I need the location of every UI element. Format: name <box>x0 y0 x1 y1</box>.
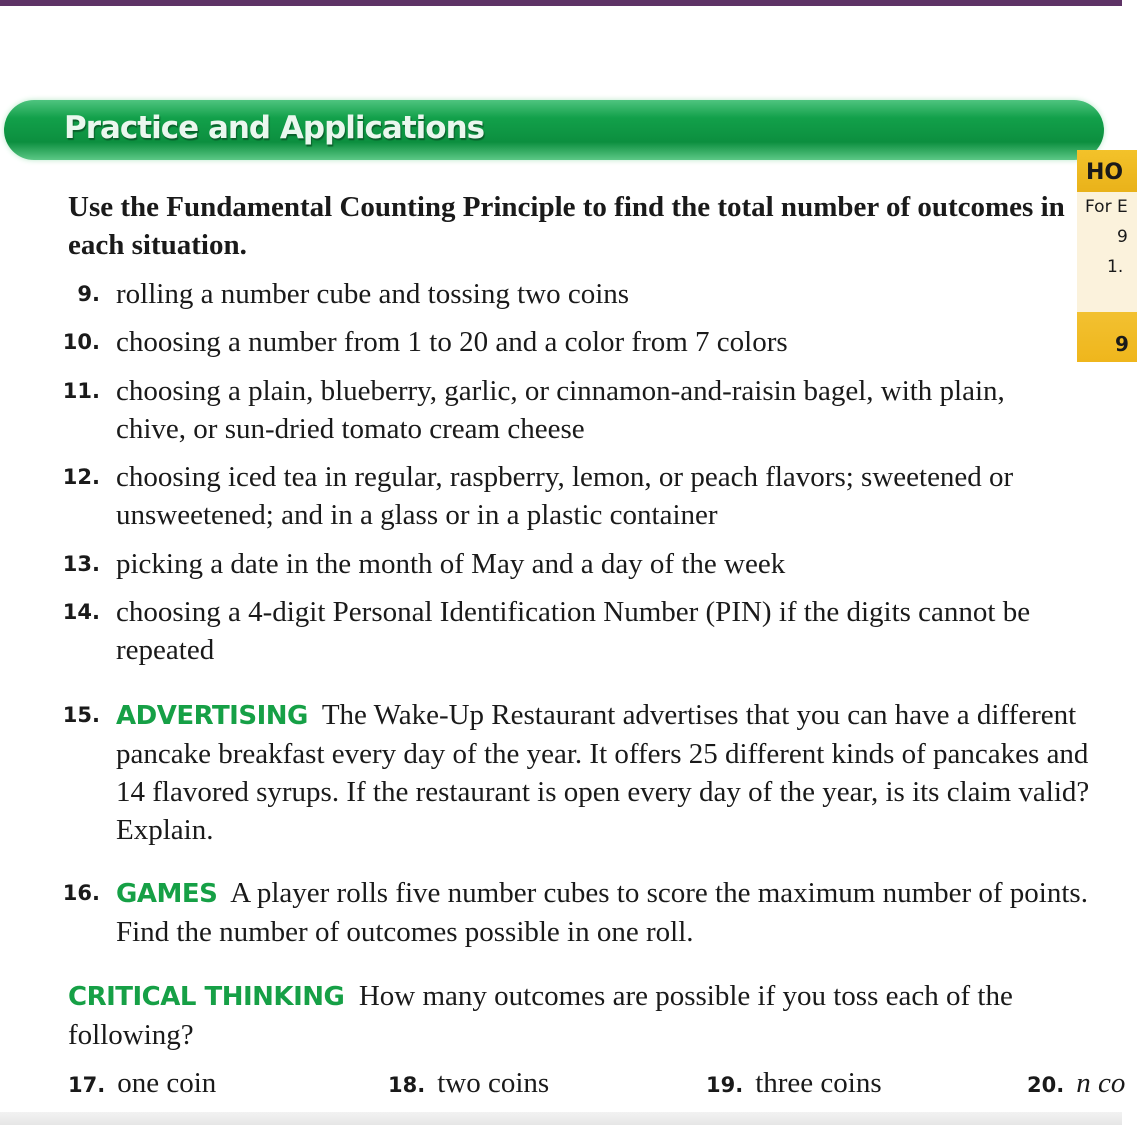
critical-text: How many outcomes are possible if you toss each of the following? <box>68 980 1013 1051</box>
exercise-number: 17. <box>68 1073 106 1097</box>
exercise-text: choosing a 4-digit Personal Identification Number (PIN) if the digits cannot be repeated <box>116 596 1031 666</box>
exercise-text: n co <box>1076 1067 1126 1099</box>
exercise-item <box>706 1064 882 1104</box>
exercise-text: choosing a number from 1 to 20 and a color from 7 colors <box>116 326 788 358</box>
exercise-text: choosing iced tea in regular, raspberry, lemon, or peach flavors; sweetened or unsweetened; and in a glass or in a plastic container <box>116 461 1014 531</box>
exercise-text: two coins <box>437 1067 550 1099</box>
exercise-item <box>1027 1064 1125 1104</box>
instructions: Use the Fundamental Counting Principle to find the total number of outcomes in each situation. <box>68 191 1065 261</box>
exercise-number: 9. <box>77 282 100 306</box>
critical-thinking <box>68 977 1108 1054</box>
exercise-number: 19. <box>706 1073 744 1097</box>
exercise-number: 20. <box>1027 1073 1065 1097</box>
exercise-text: A player rolls five number cubes to score the maximum number of points. Find the number of outcomes possible in one roll. <box>116 877 1088 948</box>
topic-keyword: GAMES <box>116 879 218 909</box>
topic-keyword: CRITICAL THINKING <box>68 982 345 1012</box>
section-title: Practice and Applications <box>64 110 485 146</box>
sidebox-footer: 9 <box>1077 312 1137 362</box>
exercise-number: 15. <box>62 703 100 727</box>
exercise-number: 13. <box>62 552 100 576</box>
top-border <box>0 0 1122 6</box>
exercise-item <box>68 1064 216 1104</box>
sidebox-header: HO <box>1077 150 1137 192</box>
exercise-number: 16. <box>62 881 100 905</box>
sidebox-line: 1. <box>1107 257 1124 277</box>
sidebox-line: For E <box>1085 197 1128 217</box>
topic-keyword: ADVERTISING <box>116 701 308 731</box>
exercise-text: choosing a plain, blueberry, garlic, or cinnamon-and-raisin bagel, with plain, chive, or sun-dried tomato cream cheese <box>116 375 1005 445</box>
exercise-text: one coin <box>117 1067 217 1099</box>
exercise-number: 10. <box>62 330 100 354</box>
exercise-number: 18. <box>388 1073 426 1097</box>
exercise-text: rolling a number cube and tossing two coins <box>116 278 630 310</box>
exercise-number: 11. <box>62 379 100 403</box>
exercise-text: three coins <box>755 1067 882 1099</box>
exercise-number: 12. <box>62 465 100 489</box>
exercise-text: The Wake-Up Restaurant advertises that you can have a different pancake breakfast every day of the year. It offers 25 different kinds of pancakes and 14 flavored syrups. If the restaurant is open every day of the year, is its claim valid? Explain. <box>116 699 1090 846</box>
exercise-number: 14. <box>62 600 100 624</box>
sidebox-line: 9 <box>1117 227 1128 247</box>
exercise-item <box>388 1064 549 1104</box>
page-edge <box>0 1112 1122 1125</box>
exercise-text: picking a date in the month of May and a day of the week <box>116 548 786 580</box>
